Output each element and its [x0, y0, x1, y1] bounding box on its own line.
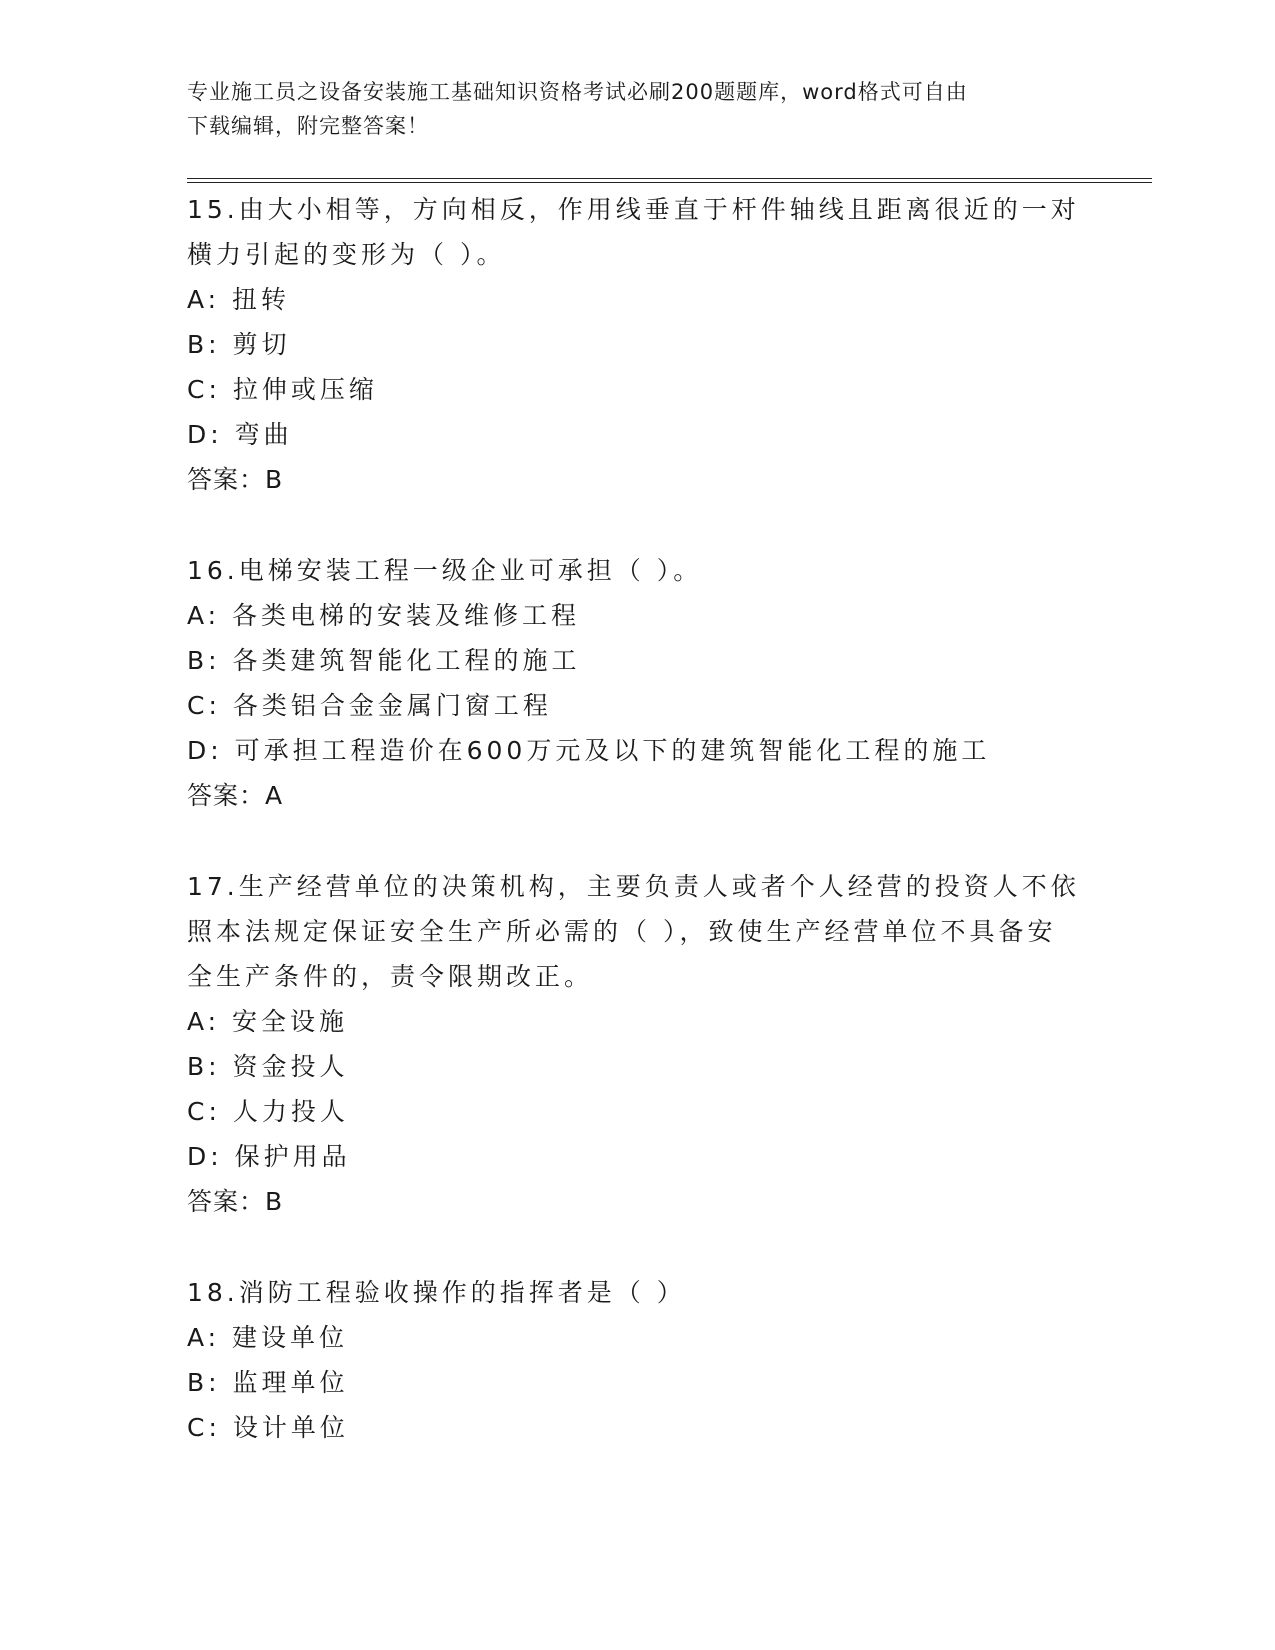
header-line-1: 专业施工员之设备安装施工基础知识资格考试必刷200题题库，word格式可自由 — [187, 80, 968, 104]
option-c: C: 设计单位 — [187, 1413, 349, 1442]
header-line-2: 下载编辑，附完整答案！ — [187, 114, 429, 138]
question-list — [187, 187, 1087, 1496]
option-d: D: 可承担工程造价在600万元及以下的建筑智能化工程的施工 — [187, 736, 991, 765]
question-16 — [187, 548, 1087, 818]
option-a: A: 扭转 — [187, 285, 291, 314]
option-c: C: 拉伸或压缩 — [187, 375, 378, 404]
option-c: C: 各类铝合金金属门窗工程 — [187, 691, 552, 720]
question-15 — [187, 187, 1087, 502]
question-17 — [187, 864, 1087, 1224]
option-c: C: 人力投人 — [187, 1097, 349, 1126]
question-stem-line: 照本法规定保证安全生产所必需的（ ），致使生产经营单位不具备安 — [187, 917, 1057, 946]
question-stem-line: 15.由大小相等，方向相反，作用线垂直于杆件轴线且距离很近的一对 — [187, 195, 1080, 224]
option-a: A: 安全设施 — [187, 1007, 349, 1036]
question-stem-line: 全生产条件的，责令限期改正。 — [187, 962, 594, 991]
answer: 答案：B — [187, 465, 284, 494]
option-b: B: 各类建筑智能化工程的施工 — [187, 646, 581, 675]
option-a: A: 各类电梯的安装及维修工程 — [187, 601, 581, 630]
question-stem-line: 横力引起的变形为（ ）。 — [187, 240, 506, 269]
option-b: B: 资金投人 — [187, 1052, 349, 1081]
header-divider-top — [187, 178, 1152, 179]
question-stem-line: 18.消防工程验收操作的指挥者是（ ） — [187, 1278, 686, 1307]
answer: 答案：B — [187, 1187, 284, 1216]
question-stem-line: 17.生产经营单位的决策机构，主要负责人或者个人经营的投资人不依 — [187, 872, 1080, 901]
option-b: B: 剪切 — [187, 330, 291, 359]
option-a: A: 建设单位 — [187, 1323, 349, 1352]
question-stem-line: 16.电梯安装工程一级企业可承担（ ）。 — [187, 556, 703, 585]
option-d: D: 弯曲 — [187, 420, 293, 449]
answer: 答案：A — [187, 781, 284, 810]
question-18 — [187, 1270, 1087, 1450]
option-d: D: 保护用品 — [187, 1142, 351, 1171]
option-b: B: 监理单位 — [187, 1368, 349, 1397]
document-header — [187, 75, 1067, 143]
header-divider-bottom — [187, 182, 1152, 183]
